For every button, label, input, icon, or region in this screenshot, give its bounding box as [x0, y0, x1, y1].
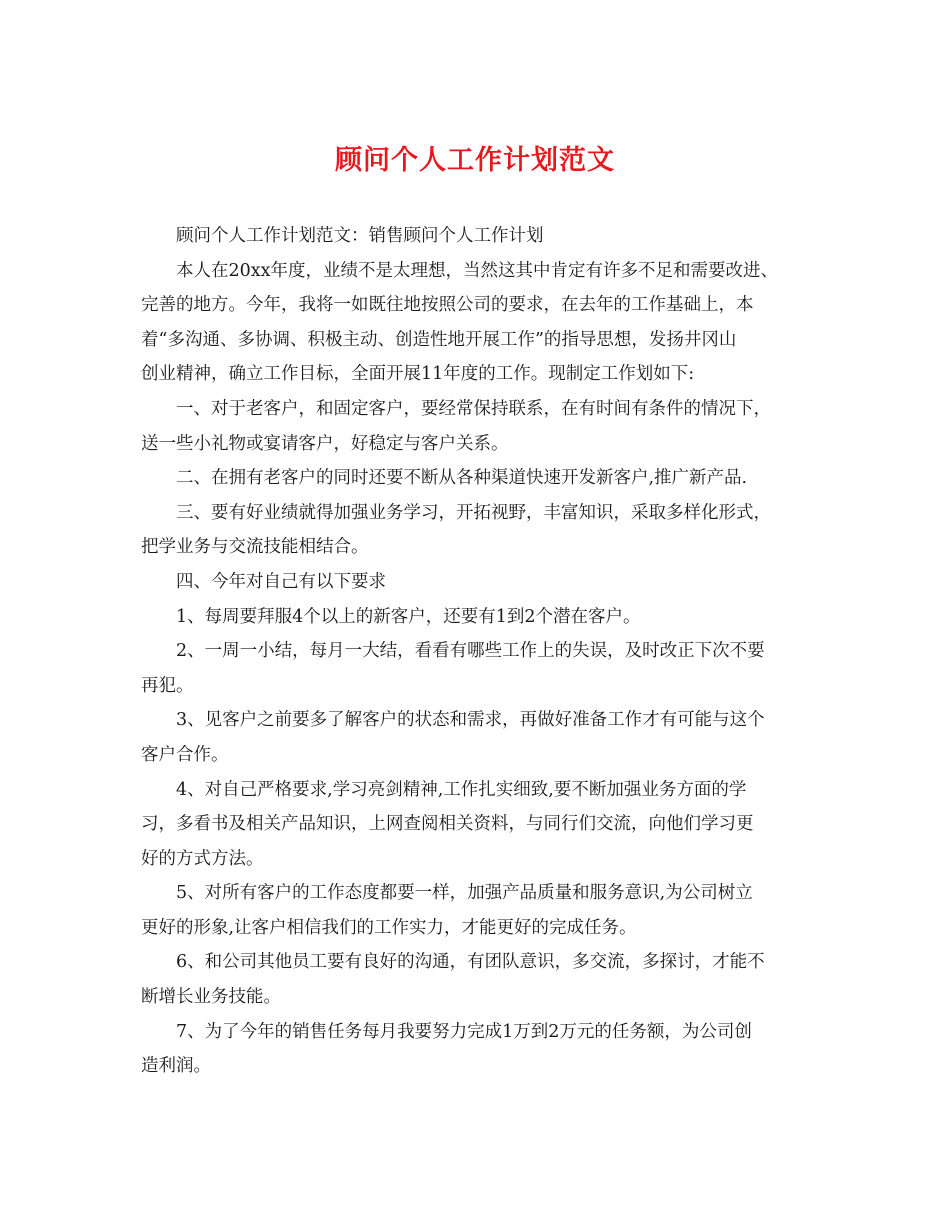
paragraph-line: 三、要有好业绩就得加强业务学习，开拓视野，丰富知识，采取多样化形式，: [176, 502, 771, 523]
paragraph-line: 着“多沟通、多协调、积极主动、创造性地开展工作”的指导思想，发扬井冈山: [141, 329, 737, 350]
list-item-line: 客户合作。: [141, 744, 229, 765]
paragraph-line: 创业精神，确立工作目标，全面开展11年度的工作。现制定工作划如下:: [141, 364, 695, 385]
paragraph-line: 完善的地方。今年，我将一如既往地按照公司的要求，在去年的工作基础上，本: [141, 295, 754, 316]
paragraph-line: 送一些小礼物或宴请客户，好稳定与客户关系。: [141, 433, 509, 454]
list-item-line: 断增长业务技能。: [141, 987, 281, 1008]
list-item-line: 7、为了今年的销售任务每月我要努力完成1万到2万元的任务额，为公司创: [176, 1021, 752, 1042]
list-item-line: 3、见客户之前要多了解客户的状态和需求，再做好准备工作才有可能与这个: [176, 710, 765, 731]
list-item-line: 4、对自己严格要求,学习亮剑精神,工作扎实细致,要不断加强业务方面的学: [176, 779, 747, 800]
list-item-line: 5、对所有客户的工作态度都要一样，加强产品质量和服务意识,为公司树立: [176, 883, 753, 904]
paragraph-line: 把学业务与交流技能相结合。: [141, 537, 369, 558]
list-item-line: 再犯。: [141, 675, 194, 696]
paragraph-line: 一、对于老客户，和固定客户，要经常保持联系，在有时间有条件的情况下，: [176, 398, 771, 419]
document-title: 顾问个人工作计划范文: [335, 145, 615, 176]
paragraph-line: 本人在20xx年度，业绩不是太理想，当然这其中肯定有许多不足和需要改进、: [176, 260, 779, 281]
paragraph-line: 顾问个人工作计划范文：销售顾问个人工作计划: [176, 226, 544, 246]
list-item-line: 习，多看书及相关产品知识，上网查阅相关资料，与同行们交流，向他们学习更: [141, 814, 754, 835]
list-item-line: 更好的形象,让客户相信我们的工作实力，才能更好的完成任务。: [141, 917, 637, 938]
list-item-line: 6、和公司其他员工要有良好的沟通，有团队意识，多交流，多探讨，才能不: [176, 952, 765, 973]
paragraph-line: 二、在拥有老客户的同时还要不断从各种渠道快速开发新客户,推广新产品.: [176, 468, 748, 489]
document-body: [141, 219, 811, 1084]
list-item-line: 2、一周一小结，每月一大结，看看有哪些工作上的失误，及时改正下次不要: [176, 641, 765, 662]
list-item-line: 造利润。: [141, 1056, 211, 1077]
list-item-line: 1、每周要拜服4个以上的新客户，还要有1到2个潜在客户。: [176, 606, 641, 627]
list-item-line: 好的方式方法。: [141, 848, 264, 869]
section-heading-line: 四、今年对自己有以下要求: [176, 571, 386, 592]
